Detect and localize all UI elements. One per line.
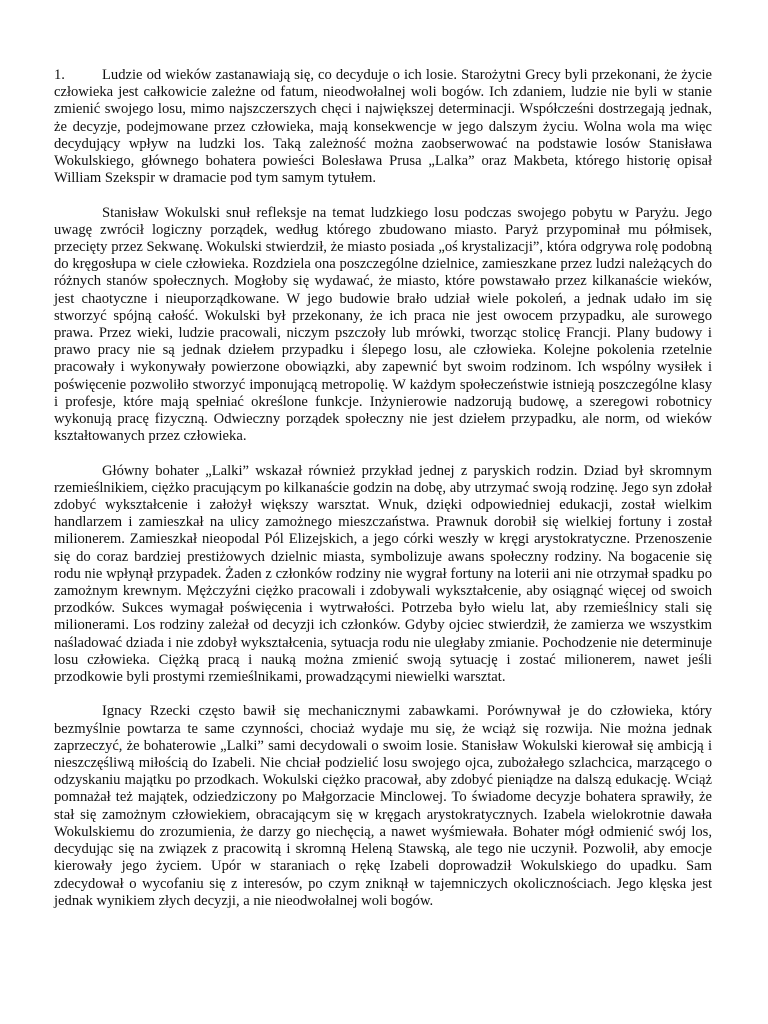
paragraph-3: Główny bohater „Lalki” wskazał również przykład jednej z paryskich rodzin. Dziad był skromnym rzemieślnikiem, ciężko pracującym po kilkanaście godzin na dobę, aby utrzymać swoją rodzinę. Jego syn zdołał zdobyć wykształcenie i założył większy warsztat. Wnuk, dzięki odpowiedniej edukacji, został wielkim handlarzem i zamieszkał na ulicy zamożnego mieszczaństwa. Prawnuk dorobił się wielkiej fortuny i został milionerem. Zamieszkał nieopodal Pól Elizejskich, a jego córki weszły w kręgi arystokratyczne. Przenoszenie się do coraz bardziej prestiżowych dzielnic miasta, symbolizuje awans społeczny rodziny. Na bogacenie się rodu nie wpłynął przypadek. Żaden z członków rodziny nie wygrał fortuny na loterii ani nie otrzymał spadku po zamożnym krewnym. Mężczyźni ciężko pracowali i zdobywali wykształcenie, aby osiągnąć więcej od swoich przodków. Sukces wymagał poświęcenia i wytrwałości. Potrzeba było wielu lat, aby rzemieślnicy stali się milionerami. Los rodziny zależał od decyzji ich członków. Gdyby ojciec stwierdził, że zamierza we wszystkim naśladować dziada i nie zdobył wykształcenia, sytuacja rodu nie uległaby zmianie. Pochodzenie nie determinuje losu człowieka. Ciężką pracą i nauką można zmienić swoją sytuację i zostać milionerem, nawet jeśli przodkowie byli prostymi rzemieślnikami, prowadzącymi niewielki warsztat.: [54, 462, 712, 686]
paragraph-4: Ignacy Rzecki często bawił się mechanicznymi zabawkami. Porównywał je do człowieka, który bezmyślnie powtarza te same czynności, chociaż wydaje mu się, że wciąż się rozwija. Nie można jednak zaprzeczyć, że bohaterowie „Lalki” sami decydowali o swoim losie. Stanisław Wokulski kierował się ambicją i nieszczęśliwą miłością do Izabeli. Nie chciał podzielić losu swojego ojca, zubożałego szlachcica, marzącego o odzyskaniu majątku po przodkach. Wokulski ciężko pracował, aby zdobyć pieniądze na dalszą edukację. Wciąż pomnażał też majątek, odziedziczony po Małgorzacie Minclowej. To świadome decyzje bohatera sprawiły, że stał się zamożnym człowiekiem, obracającym się w kręgach arystokratycznych. Izabela wielokrotnie dawała Wokulskiemu do zrozumienia, że darzy go niechęcią, a nawet wyśmiewała. Bohater mógł odmienić swój los, decydując się na związek z pracowitą i skromną Heleną Stawską, ale tego nie uczynił. Pozwolił, aby emocje kierowały jego życiem. Upór w staraniach o rękę Izabeli doprowadził Wokulskiego do upadku. Sam zdecydował o wycofaniu się z interesów, po czym zniknął w tajemniczych okolicznościach. Jego klęska jest jednak wynikiem złych decyzji, a nie nieodwołalnej woli bogów.: [54, 703, 712, 909]
paragraph-1: [54, 67, 712, 187]
paragraph-2: Stanisław Wokulski snuł refleksje na temat ludzkiego losu podczas swojego pobytu w Paryżu. Jego uwagę zwrócił logiczny porządek, według którego zbudowano miasto. Paryż przypominał mu półmisek, przecięty przez Sekwanę. Wokulski stwierdził, że miasto posiada „oś krystalizacji”, która odgrywa rolę podobną do kręgosłupa w ciele człowieka. Rozdziela ona poszczególne dzielnice, zamieszkane przez ludzi należących do różnych stanów społecznych. Mogłoby się wydawać, że miasto, które powstawało przez kilkanaście wieków, jest chaotyczne i nieuporządkowane. W jego budowie brało udział wiele pokoleń, a jednak udało im się stworzyć spójną całość. Wokulski był przekonany, że ich praca nie jest owocem przypadku, ale surowego prawa. Przez wieki, ludzie pracowali, niczym pszczoły lub mrówki, tworząc stolicę Francji. Plany budowy i prawo pracy nie są jednak dziełem przypadku i ślepego losu, ale człowieka. Kolejne pokolenia rzetelnie pracowały i wykonywały powierzone obowiązki, aby zapewnić byt swoim rodzinom. Ich wspólny wysiłek i poświęcenie pozwoliło stworzyć imponującą metropolię. W każdym społeczeństwie istnieją poszczególne klasy i profesje, które mają spełniać określone funkcje. Inżynierowie nadzorują budowę, a szeregowi robotnicy wykonują pracę fizyczną. Odwieczny porządek społeczny nie jest dziełem przypadku, ale norm, od wieków kształtowanych przez człowieka.: [54, 204, 712, 445]
paragraph-number: 1.: [54, 67, 65, 83]
paragraph-1-text: Ludzie od wieków zastanawiają się, co decyduje o ich losie. Starożytni Grecy byli przekonani, że życie człowieka jest całkowicie zależne od fatum, nieodwołalnej woli bogów. Ich zdaniem, ludzie nie byli w stanie zmienić swojego losu, mimo najszczerszych chęci i największej determinacji. Współcześni dostrzegają jednak, że decyzje, podejmowane przez człowieka, mają konsekwencje w jego dalszym życiu. Wolna wola ma więc decydujący wpływ na ludzki los. Taką zależność można zaobserwować na podstawie losów Stanisława Wokulskiego, głównego bohatera powieści Bolesława Prusa „Lalka” oraz Makbeta, którego historię opisał William Szekspir w dramacie pod tym samym tytułem.: [54, 67, 712, 187]
document-page: [54, 67, 712, 927]
